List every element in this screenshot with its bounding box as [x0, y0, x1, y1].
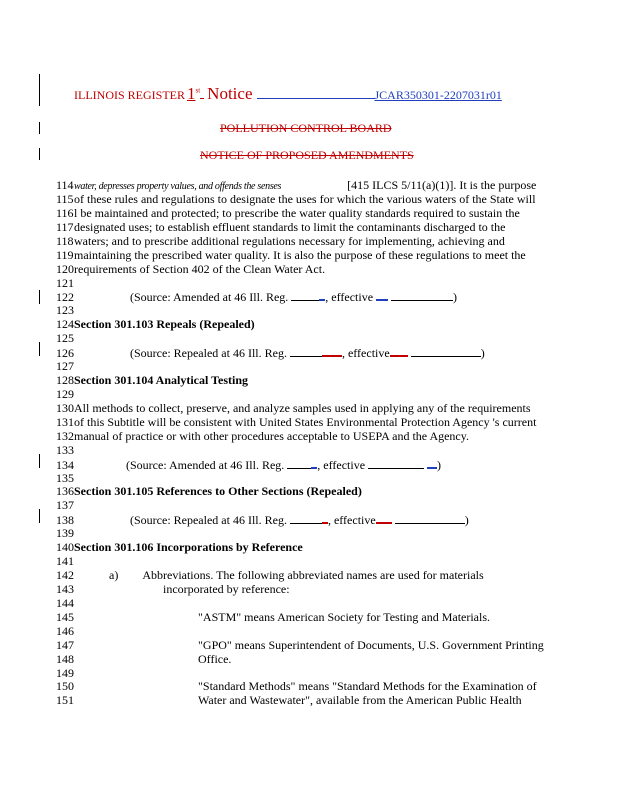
- blank-field: [368, 458, 424, 469]
- blank-field: [391, 290, 453, 301]
- doc-line: [56, 401, 531, 415]
- doc-line: [56, 568, 484, 582]
- line-number: 126: [56, 346, 74, 361]
- change-bar: [39, 122, 40, 134]
- blank-field: [376, 512, 392, 524]
- line-text: Water and Wastewater", available from the American Public Health: [198, 693, 522, 708]
- line-text: Section 301.105 References to Other Sections (Repealed): [74, 484, 362, 499]
- line-text: Section 301.103 Repeals (Repealed): [74, 317, 255, 332]
- change-bar: [39, 74, 40, 106]
- line-text: waters; and to prescribe additional regulations necessary for implementing, achieving and: [74, 233, 505, 248]
- line-text: water, depresses property values, and offends the senses [415 ILCS 5/11(a)(1)]. It is the purpose: [74, 178, 537, 192]
- line-number: 127: [56, 359, 74, 374]
- doc-line: [56, 303, 74, 317]
- line-text: "GPO" means Superintendent of Documents, U.S. Government Printing: [198, 637, 544, 652]
- line-number: 145: [56, 609, 74, 624]
- doc-line: [56, 262, 325, 276]
- line-number: 151: [56, 693, 74, 708]
- doc-line: [56, 610, 490, 624]
- blank-field: [390, 345, 408, 357]
- blank-field: [287, 458, 311, 469]
- doc-line: [56, 276, 74, 290]
- line-text: a) Abbreviations. The following abbreviated names are used for materials: [109, 568, 484, 583]
- doc-line: [56, 693, 522, 707]
- doc-line: [56, 498, 74, 512]
- doc-line: [56, 206, 520, 220]
- line-text: Section 301.104 Analytical Testing: [74, 373, 249, 388]
- line-text: (Source: Amended at 46 Ill. Reg. , effective ): [130, 290, 458, 305]
- line-number: 140: [56, 540, 74, 555]
- change-bar: [39, 342, 40, 356]
- doc-line: [56, 666, 74, 680]
- doc-line: [56, 178, 536, 192]
- line-number: 131: [56, 414, 74, 429]
- line-text: (Source: Repealed at 46 Ill. Reg. , effective ): [130, 346, 485, 361]
- line-text: (Source: Amended at 46 Ill. Reg. , effective ): [126, 457, 442, 472]
- doc-line: [56, 387, 74, 401]
- doc-line: [56, 192, 536, 206]
- line-text: of this Subtitle will be consistent with United States Environmental Protection Agency 's current: [74, 414, 537, 429]
- blank-field: [290, 346, 322, 357]
- line-number: 118: [56, 233, 74, 248]
- doc-line: [56, 526, 74, 540]
- line-text: incorporated by reference:: [163, 581, 290, 596]
- line-number: 143: [56, 581, 74, 596]
- line-number: 119: [56, 247, 74, 262]
- line-text: requirements of Section 402 of the Clean Water Act.: [74, 261, 326, 276]
- register-header: [74, 84, 502, 104]
- doc-line: [56, 457, 441, 471]
- notice-type: NOTICE OF PROPOSED AMENDMENTS: [200, 148, 414, 162]
- line-number: 116: [56, 205, 74, 220]
- line-number: 133: [56, 442, 74, 457]
- agency-name: POLLUTION CONTROL BOARD: [220, 121, 392, 135]
- line-text: "ASTM" means American Society for Testing and Materials.: [198, 609, 491, 624]
- doc-line: [56, 359, 74, 373]
- line-number: 147: [56, 637, 74, 652]
- register-title: ILLINOIS REGISTER: [74, 88, 185, 102]
- notice-title: Notice: [207, 84, 253, 103]
- doc-line: [56, 512, 469, 526]
- line-number: 134: [56, 457, 74, 472]
- line-number: 123: [56, 303, 74, 318]
- line-text: Section 301.106 Incorporations by Reference: [74, 540, 303, 555]
- blank-field: [395, 513, 465, 524]
- line-text: maintaining the prescribed water quality. It is also the purpose of these regulations to meet the: [74, 247, 526, 262]
- line-number: 149: [56, 665, 74, 680]
- doc-line: [56, 443, 74, 457]
- document-id: JCAR350301-2207031r01: [374, 88, 502, 102]
- line-text: l be maintained and protected; to prescribe the water quality standards required to sustain the: [74, 205, 520, 220]
- blank-field: [411, 346, 481, 357]
- doc-line: [56, 415, 536, 429]
- doc-line: [56, 540, 303, 554]
- line-text: "Standard Methods" means "Standard Methods for the Examination of: [198, 679, 537, 694]
- doc-line: [56, 624, 74, 638]
- change-bar: [39, 148, 40, 160]
- line-number: 138: [56, 513, 74, 528]
- change-bar: [39, 454, 40, 468]
- line-text: manual of practice or with other procedures acceptable to USEPA and the Agency.: [74, 428, 469, 443]
- doc-line: [56, 220, 505, 234]
- line-number: 120: [56, 261, 74, 276]
- page-number-suffix: st: [195, 86, 201, 95]
- line-number: 150: [56, 679, 74, 694]
- line-number: 114: [56, 178, 74, 192]
- doc-line: [56, 373, 248, 387]
- blank-field: [291, 290, 319, 301]
- line-text: designated uses; to establish effluent standards to limit the contaminants discharged to the: [74, 219, 506, 234]
- doc-line: [56, 596, 74, 610]
- line-number: 144: [56, 595, 74, 610]
- page-number: 1: [187, 84, 196, 103]
- change-bar: [39, 290, 40, 304]
- line-number: 136: [56, 484, 74, 499]
- line-text: All methods to collect, preserve, and analyze samples used in applying any of the requirements: [74, 400, 531, 415]
- line-number: 121: [56, 275, 74, 290]
- blank-field: [376, 289, 388, 301]
- line-number: 146: [56, 623, 74, 638]
- doc-line: [56, 554, 74, 568]
- doc-line: [56, 429, 469, 443]
- line-text: of these rules and regulations to designate the uses for which the various waters of the State will: [74, 191, 536, 206]
- line-number: 141: [56, 554, 74, 569]
- doc-line: [56, 234, 505, 248]
- line-text: Office.: [198, 651, 232, 666]
- line-number: 124: [56, 317, 74, 332]
- blank-field: [322, 345, 342, 357]
- doc-line: [56, 317, 255, 331]
- doc-line: [56, 582, 290, 596]
- line-number: 139: [56, 526, 74, 541]
- line-number: 129: [56, 386, 74, 401]
- blank-field: [290, 513, 322, 524]
- blank-field: [427, 457, 437, 469]
- doc-line: [56, 484, 362, 498]
- doc-line: [56, 471, 74, 485]
- line-number: 122: [56, 290, 74, 305]
- doc-line: [56, 679, 537, 693]
- line-number: 130: [56, 400, 74, 415]
- doc-line: [56, 638, 544, 652]
- line-number: 117: [56, 219, 74, 234]
- doc-line: [56, 652, 231, 666]
- line-text: (Source: Repealed at 46 Ill. Reg. , effective ): [130, 513, 469, 528]
- doc-line: [56, 345, 485, 359]
- change-bar: [39, 509, 40, 523]
- line-number: 125: [56, 331, 74, 346]
- doc-line: [56, 248, 526, 262]
- line-number: 115: [56, 191, 74, 206]
- line-number: 142: [56, 568, 74, 583]
- line-number: 148: [56, 651, 74, 666]
- line-number: 135: [56, 470, 74, 485]
- doc-line: [56, 289, 457, 303]
- doc-line: [56, 331, 74, 345]
- line-number: 132: [56, 428, 74, 443]
- line-number: 128: [56, 373, 74, 388]
- line-number: 137: [56, 498, 74, 513]
